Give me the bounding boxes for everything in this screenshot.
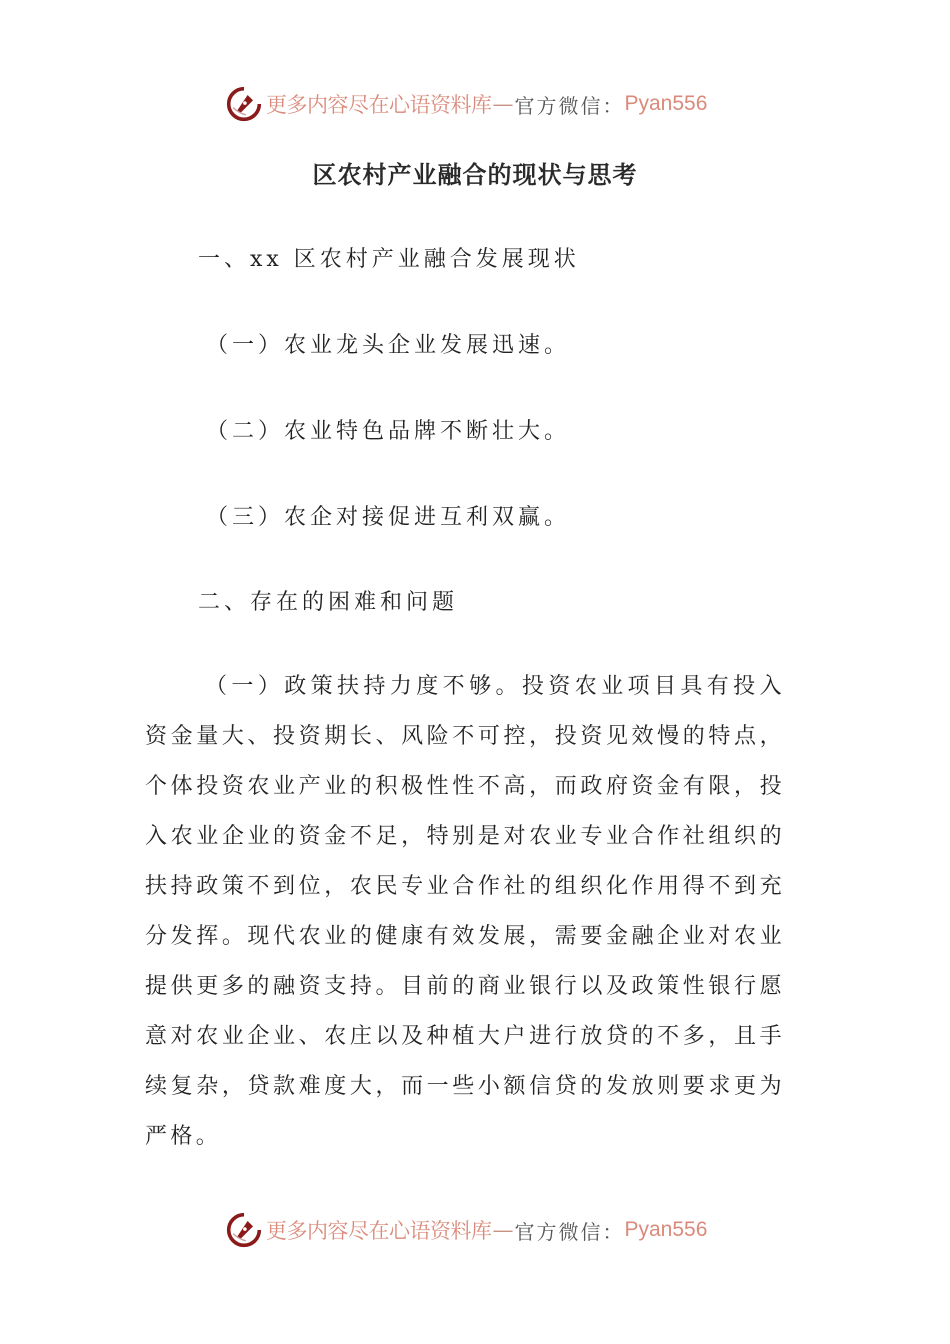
watermark-official-label: 官方微信： [514, 1219, 625, 1244]
section-2-paragraph: （一）政策扶持力度不够。投资农业项目具有投入资金量大、投资期长、风险不可控，投资见效慢的特点，个体投资农业产业的积极性性不高，而政府资金有限，投入农业企业的资金不足，特别是对农业专业合作社组织的扶持政策不到位，农民专业合作社的组织化作用得不到充分发挥。现代农业的健康有效发展，需要金融企业对农业提供更多的融资支持。目前的商业银行以及政策性银行愿意对农业企业、农庄以及种植大户进行放贷的不多，且手续复杂，贷款难度大，而一些小额信贷的发放则要求更为严格。 [145, 674, 785, 1149]
section-2-heading: 二、存在的困难和问题 [198, 590, 459, 615]
pen-nib-logo-icon [226, 86, 262, 122]
watermark-official-label: 官方微信： [514, 93, 625, 118]
pen-nib-logo-icon [226, 1212, 262, 1248]
watermark-separator: — [492, 92, 514, 116]
section-1-item-3: （三）农企对接促进互利双赢。 [206, 505, 571, 530]
section-1-item-1: （一）农业龙头企业发展迅速。 [206, 333, 571, 358]
watermark-separator: — [492, 1218, 514, 1242]
watermark-banner-bottom [226, 1210, 707, 1250]
watermark-wechat-id: Pyan556 [624, 1218, 708, 1241]
section-1-heading: 一、xx 区农村产业融合发展现状 [198, 247, 580, 272]
section-1-item-2: （二）农业特色品牌不断壮大。 [206, 419, 571, 444]
watermark-brand-text: 更多内容尽在心语资料库 [266, 93, 492, 117]
document-title: 区农村产业融合的现状与思考 [312, 161, 638, 189]
watermark-banner-top [226, 84, 707, 124]
watermark-brand-text: 更多内容尽在心语资料库 [266, 1219, 492, 1243]
watermark-wechat-id: Pyan556 [624, 92, 708, 115]
